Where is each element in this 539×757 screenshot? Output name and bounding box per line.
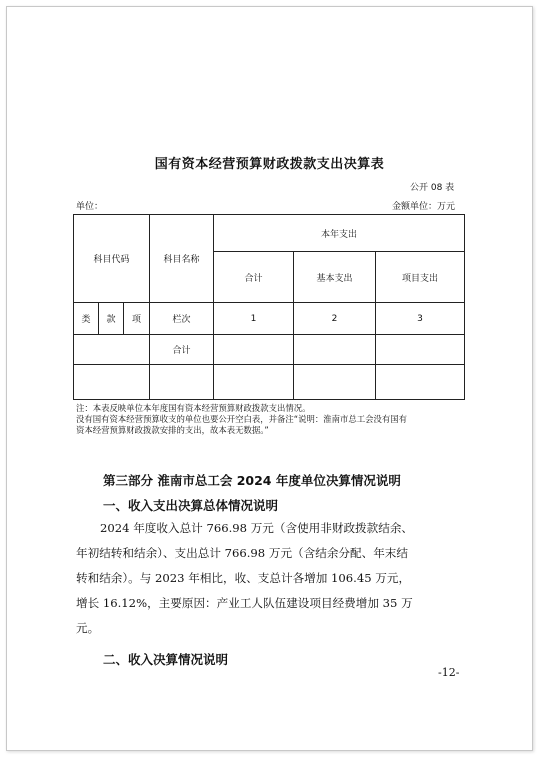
amount-unit: 金额单位：万元 — [392, 202, 456, 212]
empty-row-cell — [150, 365, 214, 400]
section2-heading: 二、收入决算情况说明 — [103, 652, 229, 667]
section1-paragraph — [76, 516, 474, 641]
empty-row-cell — [294, 365, 376, 400]
unit-label: 单位： — [76, 202, 104, 212]
note-line: 资本经营预算财政拨款安排的支出，故本表无数据。” — [76, 425, 269, 435]
budget-table — [73, 214, 465, 400]
note-line: 没有国有资本经营预算收支的单位也要公开空白表，并备注“说明：淮南市总工会没有国有 — [76, 414, 407, 424]
row-index-label: 栏次 — [150, 303, 214, 335]
note-line: 注：本表反映单位本年度国有资本经营预算财政拨款支出情况。 — [76, 403, 311, 413]
row-index-1: 1 — [214, 303, 294, 335]
total-row-cell — [376, 335, 465, 365]
total-row-label: 合计 — [150, 335, 214, 365]
header-project-expenditure: 项目支出 — [376, 252, 465, 303]
row-index-2: 2 — [294, 303, 376, 335]
subheader-entry: 项 — [124, 303, 150, 335]
page-number: -12- — [438, 666, 460, 679]
row-index-3: 3 — [376, 303, 465, 335]
empty-row-cell — [376, 365, 465, 400]
header-total: 合计 — [214, 252, 294, 303]
header-basic-expenditure: 基本支出 — [294, 252, 376, 303]
paragraph-line: 元。 — [76, 621, 100, 635]
paragraph-line: 2024 年度收入总计 766.98 万元（含使用非财政拨款结余、 — [100, 521, 414, 535]
subheader-class: 类 — [74, 303, 99, 335]
form-number: 公开 08 表 — [410, 183, 455, 193]
paragraph-line: 转和结余）。与 2023 年相比，收、支总计各增加 106.45 万元， — [76, 571, 411, 585]
empty-row-code — [74, 365, 150, 400]
table-title: 国有资本经营预算财政拨款支出决算表 — [154, 157, 385, 172]
part3-heading: 第三部分 淮南市总工会 2024 年度单位决算情况说明 — [103, 473, 401, 488]
paragraph-line: 年初结转和结余）、支出总计 766.98 万元（含结余分配、年末结 — [76, 546, 408, 560]
paragraph-line: 增长 16.12%，主要原因：产业工人队伍建设项目经费增加 35 万 — [76, 596, 413, 610]
total-row-cell — [294, 335, 376, 365]
total-row-code — [74, 335, 150, 365]
header-current-year-expenditure: 本年支出 — [214, 215, 465, 252]
table-notes — [76, 403, 466, 436]
header-subject-name: 科目名称 — [150, 215, 214, 303]
subheader-item: 款 — [99, 303, 124, 335]
section1-heading: 一、收入支出决算总体情况说明 — [103, 498, 279, 513]
empty-row-cell — [214, 365, 294, 400]
header-subject-code: 科目代码 — [74, 215, 150, 303]
total-row-cell — [214, 335, 294, 365]
